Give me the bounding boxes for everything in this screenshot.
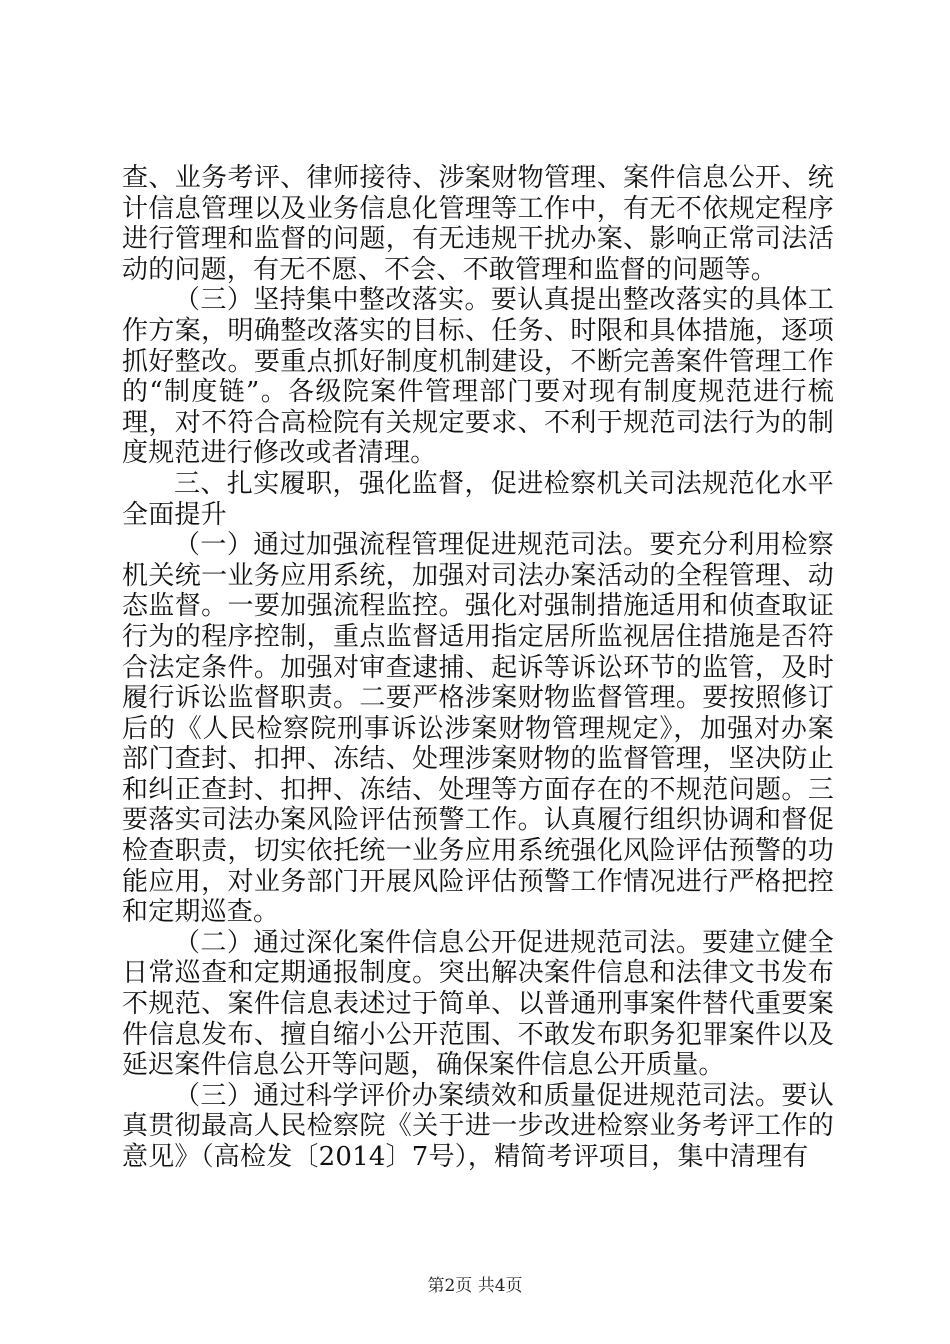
page-footer: 第2页 共4页 <box>427 1276 523 1296</box>
paragraph-process-management: （一）通过加强流程管理促进规范司法。要充分利用检察机关统一业务应用系统，加强对司法办案活动的全程管理、动态监督。一要加强流程监控。强化对强制措施适用和侦查取证行为的程序控制，重点监督适用指定居所监视居住措施是否符合法定条件。加强对审查逮捕、起诉等诉讼环节的监管，及时履行诉讼监督职责。二要严格涉案财物监督管理。要按照修订后的《人民检察院刑事诉讼涉案财物管理规定》，加强对办案部门查封、扣押、冻结、处理涉案财物的监督管理，坚决防止和纠正查封、扣押、冻结、处理等方面存在的不规范问题。三要落实司法办案风险评估预警工作。认真履行组织协调和督促检查职责，切实依托统一业务应用系统强化风险评估预警的功能应用，对业务部门开展风险评估预警工作情况进行严格把控和定期巡查。 <box>122 530 834 928</box>
paragraph-continuation: 查、业务考评、律师接待、涉案财物管理、案件信息公开、统计信息管理以及业务信息化管理等工作中，有无不依规定程序进行管理和监督的问题，有无违规干扰办案、影响正常司法活动的问题，有无不愿、不会、不敢管理和监督的问题等。 <box>122 163 834 285</box>
paragraph-performance-evaluation: （三）通过科学评价办案绩效和质量促进规范司法。要认真贯彻最高人民检察院《关于进一步改进检察业务考评工作的意见》（高检发〔2014〕7号），精简考评项目，集中清理有 <box>122 1080 834 1172</box>
document-body <box>122 163 834 1173</box>
paragraph-section-3-rectification: （三）坚持集中整改落实。要认真提出整改落实的具体工作方案，明确整改落实的目标、任务、时限和具体措施，逐项抓好整改。要重点抓好制度机制建设，不断完善案件管理工作的“制度链”。各级院案件管理部门要对现有制度规范进行梳理，对不符合高检院有关规定要求、不利于规范司法行为的制度规范进行修改或者清理。 <box>122 285 834 469</box>
paragraph-heading-three: 三、扎实履职，强化监督，促进检察机关司法规范化水平全面提升 <box>122 468 834 530</box>
paragraph-case-information-disclosure: （二）通过深化案件信息公开促进规范司法。要建立健全日常巡查和定期通报制度。突出解决案件信息和法律文书发布不规范、案件信息表述过于简单、以普通刑事案件替代重要案件信息发布、擅自缩小公开范围、不敢发布职务犯罪案件以及延迟案件信息公开等问题，确保案件信息公开质量。 <box>122 927 834 1081</box>
